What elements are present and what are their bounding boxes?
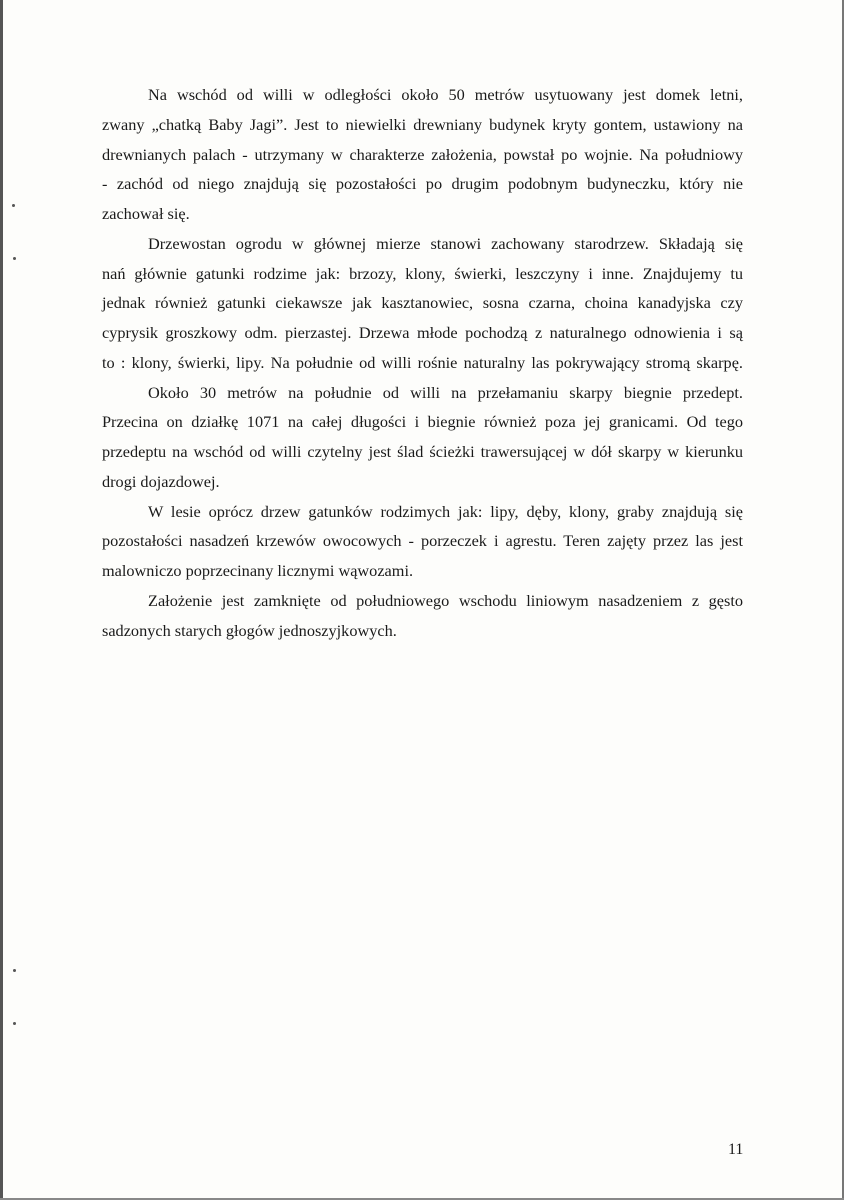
text-line: przedeptu na wschód od willi czytelny jest ślad ścieżki trawersującej w dół skarpy w kierunku <box>102 442 743 461</box>
text-line: Na wschód od willi w odległości około 50 metrów usytuowany jest domek letni, <box>148 85 743 104</box>
body-text <box>102 80 743 645</box>
scan-dot <box>13 257 16 260</box>
text-line: Założenie jest zamknięte od południowego wschodu liniowym nasadzeniem z gęsto <box>148 590 743 610</box>
text-line: drewnianych palach - utrzymany w charakterze założenia, powstał po wojnie. Na południowy <box>102 144 743 164</box>
scan-dot <box>13 969 16 972</box>
text-line: cyprysik groszkowy odm. pierzastej. Drzewa młode pochodzą z naturalnego odnowienia i są <box>102 323 743 342</box>
text-line: malowniczo poprzecinany licznymi wąwozami. <box>102 561 414 580</box>
text-line: zachował się. <box>102 204 190 223</box>
scan-dot <box>12 204 15 207</box>
text-line: Przecina on działkę 1071 na całej długości i biegnie również poza jej granicami. Od tego <box>102 412 743 432</box>
text-line: W lesie oprócz drzew gatunków rodzimych jak: lipy, dęby, klony, graby znajdują się <box>148 501 743 521</box>
text-line: sadzonych starych głogów jednoszyjkowych. <box>102 620 397 640</box>
text-line: zwany „chatką Baby Jagi”. Jest to niewielki drewniany budynek kryty gontem, ustawiony na <box>102 114 743 134</box>
text-line: pozostałości nasadzeń krzewów owocowych - porzeczek i agrestu. Teren zajęty przez las jest <box>102 531 743 551</box>
text-line: to : klony, świerki, lipy. Na południe od willi rośnie naturalny las pokrywający stromą skarpę. <box>102 352 743 372</box>
text-line: nań głównie gatunki rodzime jak: brzozy, klony, świerki, leszczyny i inne. Znajdujemy tu <box>102 263 743 283</box>
scan-dot <box>13 1022 16 1025</box>
page-number: 11 <box>728 1141 744 1158</box>
text-line: jednak również gatunki ciekawsze jak kasztanowiec, sosna czarna, choina kanadyjska czy <box>102 293 743 313</box>
scan-edge-left <box>0 0 3 1200</box>
text-line: Około 30 metrów na południe od willi na przełamaniu skarpy biegnie przedept. <box>148 382 743 402</box>
text-line: - zachód od niego znajdują się pozostałości po drugim podobnym budyneczku, który nie <box>102 174 743 194</box>
text-line: Drzewostan ogrodu w głównej mierze stanowi zachowany starodrzew. Składają się <box>148 233 743 253</box>
text-line: drogi dojazdowej. <box>102 471 220 491</box>
